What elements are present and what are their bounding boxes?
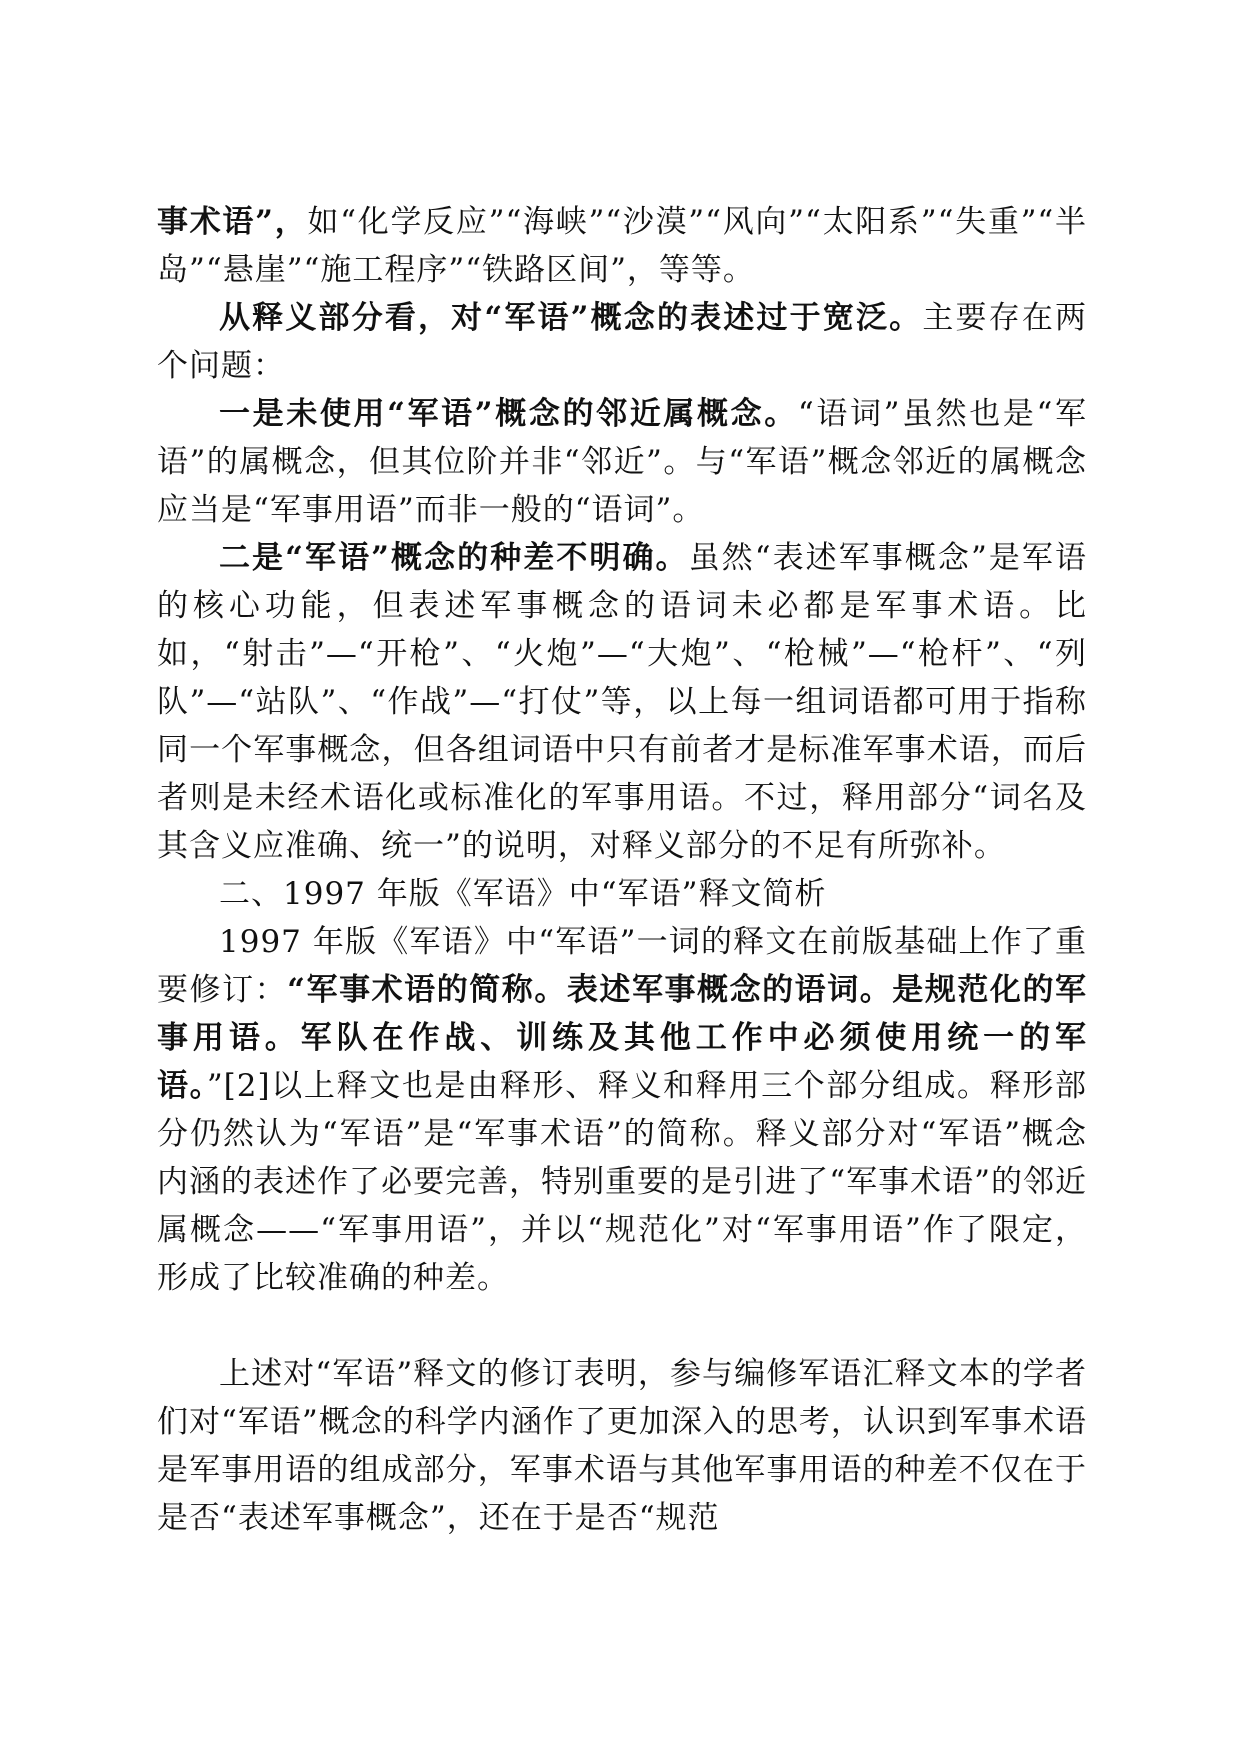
text-run: 虽然“表述军事概念”是军语的核心功能，但表述军事概念的语词未必都是军事术语。比如，“射击”—“开枪”、“火炮”—“大炮”、“枪械”—“枪杆”、“列队”—“站队”、“作战”—“打仗”等，以上每一组词语都可用于指称同一个军事概念，但各组词语中只有前者才是标准军事术语，而后者则是未经术语化或标准化的军事用语。不过，释用部分“词名及其含义应准确、统一”的说明，对释义部分的不足有所弥补。: [157, 540, 1087, 864]
document-page: [157, 198, 1087, 1542]
section-heading: [157, 870, 1087, 918]
paragraph-continuation: [157, 198, 1087, 294]
text-run: 主要存在两个问题：: [157, 300, 1087, 384]
paragraph-problem-two: [157, 534, 1087, 870]
text-run: “语词”虽然也是“军语”的属概念，但其位阶并非“邻近”。与“军语”概念邻近的属概念应当是“军事用语”而非一般的“语词”。: [157, 396, 1087, 528]
paragraph-1997-revision: [157, 918, 1087, 1302]
bold-run: “军事术语的简称。表述军事概念的语词。是规范化的军事用语。军队在作战、训练及其他工作中必须使用统一的军语。: [157, 972, 1087, 1104]
heading-text: 二、1997 年版《军语》中“军语”释文简析: [219, 876, 827, 912]
text-run: 如“化学反应”“海峡”“沙漠”“风向”“太阳系”“失重”“半岛”“悬崖”“施工程序”“铁路区间”，等等。: [157, 204, 1087, 288]
paragraph-interpretation-overview: [157, 294, 1087, 390]
paragraph-problem-one: [157, 390, 1087, 534]
bold-run: 一是未使用“军语”概念的邻近属概念。: [219, 396, 798, 432]
text-run: 上述对“军语”释文的修订表明，参与编修军语汇释文本的学者们对“军语”概念的科学内涵作了更加深入的思考，认识到军事术语是军事用语的组成部分，军事术语与其他军事用语的种差不仅在于是否“表述军事概念”，还在于是否“规范: [157, 1356, 1087, 1536]
bold-run: 从释义部分看，对“军语”概念的表述过于宽泛。: [219, 300, 923, 336]
text-run: 1997 年版《军语》中“军语”一词的释文在前版基础上作了重要修订：: [157, 924, 1087, 1008]
bold-run: 事术语”，: [157, 204, 308, 240]
paragraph-conclusion: [157, 1350, 1087, 1542]
bold-run: 二是“军语”概念的种差不明确。: [219, 540, 689, 576]
text-run: ”[2]以上释文也是由释形、释义和释用三个部分组成。释形部分仍然认为“军语”是“军事术语”的简称。释义部分对“军语”概念内涵的表述作了必要完善，特别重要的是引进了“军事术语”的邻近属概念——“军事用语”，并以“规范化”对“军事用语”作了限定，形成了比较准确的种差。: [157, 1068, 1088, 1296]
